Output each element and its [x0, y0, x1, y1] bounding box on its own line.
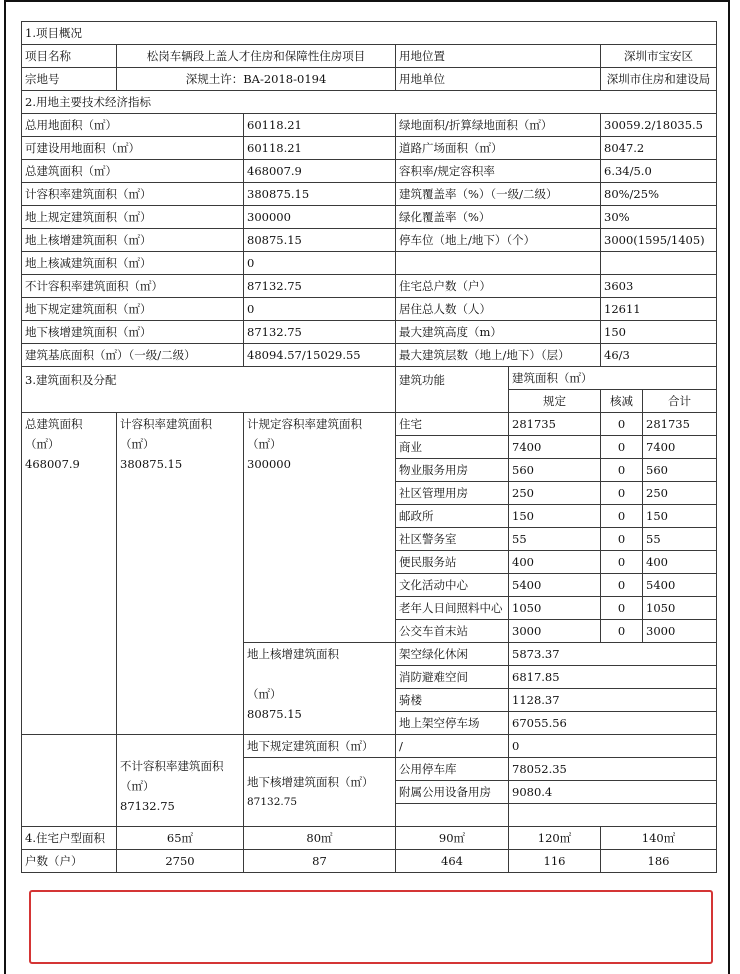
section-1-header-row	[22, 22, 717, 45]
function-name: 架空绿化休闲	[396, 643, 509, 666]
function-adjust: 0	[601, 551, 643, 574]
table-row	[22, 413, 717, 436]
cell-label: 总用地面积（㎡）	[22, 114, 244, 137]
function-plan: 7400	[509, 436, 601, 459]
cell-label: 地上规定建筑面积（㎡）	[22, 206, 244, 229]
document-page	[21, 21, 716, 873]
cell-value: 松岗车辆段上盖人才住房和保障性住房项目	[117, 45, 396, 68]
nonfar-area-value: 87132.75	[120, 799, 175, 813]
unit-type-label: 4.住宅户型面积	[22, 827, 117, 850]
function-total: 400	[643, 551, 717, 574]
cell-value: 380875.15	[244, 183, 396, 206]
cell-value: 0	[244, 298, 396, 321]
function-name: 商业	[396, 436, 509, 459]
far-area-label: 计容积率建筑面积	[120, 417, 212, 431]
function-value: 1128.37	[509, 689, 717, 712]
cell-value: 468007.9	[244, 160, 396, 183]
far-area-unit: （㎡）	[120, 437, 155, 451]
unit-count-120: 116	[509, 850, 601, 873]
cell-label: 住宅总户数（户）	[396, 275, 601, 298]
cell-label	[396, 252, 601, 275]
empty-cell	[509, 804, 717, 827]
unit-count-140: 186	[601, 850, 717, 873]
cell-label: 最大建筑高度（m）	[396, 321, 601, 344]
function-total: 281735	[643, 413, 717, 436]
function-total: 250	[643, 482, 717, 505]
table-row	[22, 344, 717, 367]
function-name: 附属公用设备用房	[396, 781, 509, 804]
function-total: 560	[643, 459, 717, 482]
cell-value: 12611	[601, 298, 717, 321]
section-title: 1.项目概况	[22, 22, 717, 45]
function-plan: 150	[509, 505, 601, 528]
cell-value: 46/3	[601, 344, 717, 367]
section-title: 3.建筑面积及分配	[22, 367, 396, 413]
cell-label: 可建设用地面积（㎡）	[22, 137, 244, 160]
page-left-edge	[4, 0, 6, 974]
function-name: /	[396, 735, 509, 758]
function-total: 7400	[643, 436, 717, 459]
cell-value: 300000	[244, 206, 396, 229]
highlight-box	[29, 890, 713, 964]
unit-type-row	[22, 827, 717, 850]
column-header-total: 合计	[643, 390, 717, 413]
cell-value: 80%/25%	[601, 183, 717, 206]
cell-label: 建筑基底面积（㎡）（一级/二级）	[22, 344, 244, 367]
table-row	[22, 206, 717, 229]
unit-type-140: 140㎡	[601, 827, 717, 850]
cell-label: 地上核增建筑面积（㎡）	[22, 229, 244, 252]
cell-label: 总建筑面积（㎡）	[22, 160, 244, 183]
table-row	[22, 160, 717, 183]
column-header-adjust: 核减	[601, 390, 643, 413]
function-value: 6817.85	[509, 666, 717, 689]
cell-label: 用地位置	[396, 45, 601, 68]
function-plan: 560	[509, 459, 601, 482]
cell-value: 60118.21	[244, 137, 396, 160]
below-add-area-value: 87132.75	[247, 796, 298, 808]
unit-count-90: 464	[396, 850, 509, 873]
cell-value: 30059.2/18035.5	[601, 114, 717, 137]
function-total: 150	[643, 505, 717, 528]
function-plan: 281735	[509, 413, 601, 436]
cell-label: 项目名称	[22, 45, 117, 68]
function-name: 住宅	[396, 413, 509, 436]
total-area-label: 总建筑面积	[25, 417, 83, 431]
table-row	[22, 68, 717, 91]
cell-value: 3603	[601, 275, 717, 298]
cell-label: 建筑覆盖率（%）（一级/二级）	[396, 183, 601, 206]
cell-value: 深规土许：BA-2018-0194	[117, 68, 396, 91]
far-area-value: 380875.15	[120, 457, 183, 471]
function-total: 3000	[643, 620, 717, 643]
above-add-area-label: 地上核增建筑面积	[247, 647, 339, 661]
cell-value: 150	[601, 321, 717, 344]
empty-cell	[22, 735, 117, 827]
function-plan: 250	[509, 482, 601, 505]
section-title: 2.用地主要技术经济指标	[22, 91, 717, 114]
function-name: 消防避难空间	[396, 666, 509, 689]
function-adjust: 0	[601, 436, 643, 459]
function-adjust: 0	[601, 459, 643, 482]
cell-label: 最大建筑层数（地上/地下）（层）	[396, 344, 601, 367]
table-row	[22, 735, 717, 758]
function-name: 便民服务站	[396, 551, 509, 574]
cell-value: 3000(1595/1405)	[601, 229, 717, 252]
total-area-cell	[22, 413, 117, 735]
cell-label: 绿化覆盖率（%）	[396, 206, 601, 229]
cell-value: 87132.75	[244, 321, 396, 344]
function-value: 9080.4	[509, 781, 717, 804]
table-row	[22, 252, 717, 275]
unit-count-65: 2750	[117, 850, 244, 873]
table-row	[22, 114, 717, 137]
cell-label: 容积率/规定容积率	[396, 160, 601, 183]
plan-far-area-label: 计规定容积率建筑面积	[247, 417, 362, 431]
table-row	[22, 45, 717, 68]
cell-label: 不计容积率建筑面积（㎡）	[22, 275, 244, 298]
cell-value: 48094.57/15029.55	[244, 344, 396, 367]
cell-value: 80875.15	[244, 229, 396, 252]
function-adjust: 0	[601, 620, 643, 643]
function-total: 5400	[643, 574, 717, 597]
function-total: 1050	[643, 597, 717, 620]
unit-count-row	[22, 850, 717, 873]
cell-label: 计容积率建筑面积（㎡）	[22, 183, 244, 206]
below-plan-area-label: 地下规定建筑面积（㎡）	[244, 735, 396, 758]
below-add-area-label: 地下核增建筑面积（㎡）	[247, 775, 374, 789]
function-value: 67055.56	[509, 712, 717, 735]
above-add-area-value: 80875.15	[247, 707, 302, 721]
section-2-header-row	[22, 91, 717, 114]
column-header-plan: 规定	[509, 390, 601, 413]
cell-label: 地下核增建筑面积（㎡）	[22, 321, 244, 344]
cell-label: 绿地面积/折算绿地面积（㎡）	[396, 114, 601, 137]
function-plan: 1050	[509, 597, 601, 620]
table-row	[22, 183, 717, 206]
cell-label: 用地单位	[396, 68, 601, 91]
cell-value: 6.34/5.0	[601, 160, 717, 183]
total-area-unit: （㎡）	[25, 437, 60, 451]
function-plan: 3000	[509, 620, 601, 643]
cell-value: 深圳市宝安区	[601, 45, 717, 68]
section-3-header-row	[22, 367, 717, 390]
project-summary-table	[21, 21, 717, 873]
function-adjust: 0	[601, 482, 643, 505]
function-name: 邮政所	[396, 505, 509, 528]
function-name: 老年人日间照料中心	[396, 597, 509, 620]
unit-type-65: 65㎡	[117, 827, 244, 850]
nonfar-area-label: 不计容积率建筑面积	[120, 759, 224, 773]
function-name: 公交车首末站	[396, 620, 509, 643]
function-name: 公用停车库	[396, 758, 509, 781]
cell-label: 居住总人数（人）	[396, 298, 601, 321]
function-name: 社区管理用房	[396, 482, 509, 505]
unit-type-90: 90㎡	[396, 827, 509, 850]
unit-type-80: 80㎡	[244, 827, 396, 850]
unit-type-120: 120㎡	[509, 827, 601, 850]
cell-value: 深圳市住房和建设局	[601, 68, 717, 91]
function-name: 骑楼	[396, 689, 509, 712]
cell-value: 8047.2	[601, 137, 717, 160]
plan-far-area-unit: （㎡）	[247, 437, 282, 451]
function-value: 78052.35	[509, 758, 717, 781]
function-adjust: 0	[601, 505, 643, 528]
function-value: 0	[509, 735, 717, 758]
cell-value	[601, 252, 717, 275]
nonfar-area-cell	[117, 735, 244, 827]
function-name: 文化活动中心	[396, 574, 509, 597]
cell-value: 60118.21	[244, 114, 396, 137]
cell-value: 30%	[601, 206, 717, 229]
far-area-cell	[117, 413, 244, 735]
spacer	[120, 736, 240, 756]
table-row	[22, 298, 717, 321]
page-top-edge	[4, 0, 728, 2]
function-name: 社区警务室	[396, 528, 509, 551]
total-area-value: 468007.9	[25, 457, 80, 471]
function-adjust: 0	[601, 574, 643, 597]
plan-far-area-cell	[244, 413, 396, 643]
table-row	[22, 137, 717, 160]
below-add-area-cell	[244, 758, 396, 827]
function-plan: 400	[509, 551, 601, 574]
empty-cell	[396, 804, 509, 827]
function-adjust: 0	[601, 413, 643, 436]
function-adjust: 0	[601, 528, 643, 551]
spacer	[247, 664, 392, 684]
cell-label: 地上核减建筑面积（㎡）	[22, 252, 244, 275]
column-header-area: 建筑面积（㎡）	[509, 367, 717, 390]
function-plan: 5400	[509, 574, 601, 597]
function-adjust: 0	[601, 597, 643, 620]
column-header-function: 建筑功能	[396, 367, 509, 413]
cell-label: 道路广场面积（㎡）	[396, 137, 601, 160]
cell-label: 地下规定建筑面积（㎡）	[22, 298, 244, 321]
function-name: 地上架空停车场	[396, 712, 509, 735]
cell-label: 停车位（地上/地下）（个）	[396, 229, 601, 252]
cell-value: 0	[244, 252, 396, 275]
cell-value: 87132.75	[244, 275, 396, 298]
cell-label: 宗地号	[22, 68, 117, 91]
function-plan: 55	[509, 528, 601, 551]
unit-count-80: 87	[244, 850, 396, 873]
nonfar-area-unit: （㎡）	[120, 779, 155, 793]
table-row	[22, 275, 717, 298]
unit-count-label: 户数（户）	[22, 850, 117, 873]
page-right-edge	[728, 0, 730, 974]
function-value: 5873.37	[509, 643, 717, 666]
plan-far-area-value: 300000	[247, 457, 291, 471]
function-name: 物业服务用房	[396, 459, 509, 482]
above-add-area-unit: （㎡）	[247, 687, 282, 701]
table-row	[22, 321, 717, 344]
table-row	[22, 229, 717, 252]
above-add-area-cell	[244, 643, 396, 735]
function-total: 55	[643, 528, 717, 551]
